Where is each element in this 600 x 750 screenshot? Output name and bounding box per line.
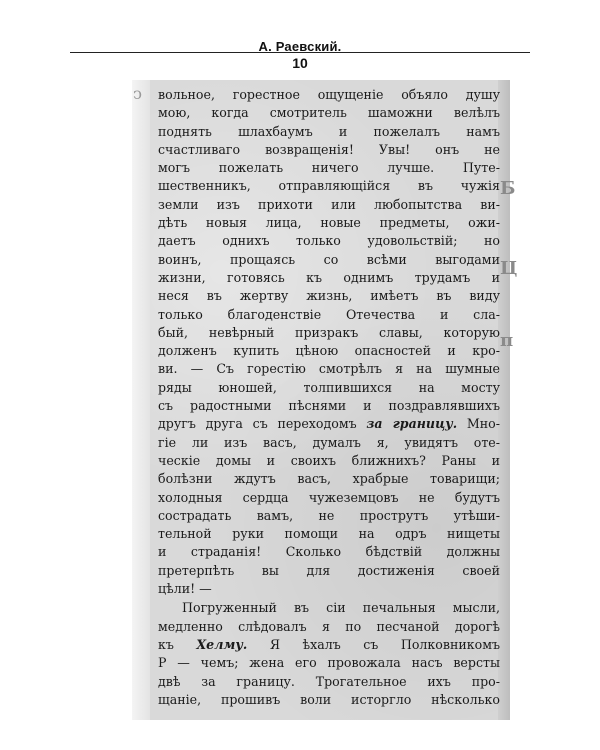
text-line: претерпѣть вы для достиженія своей [158,562,500,578]
text-line: ви. — Съ горестію смотрѣлъ я на шумные [158,361,500,377]
bleed-through-letter: Ц [500,258,518,279]
text-line: щаніе, прошивъ воли исторгло нѣсколько [158,691,500,707]
page-number: 10 [292,55,308,71]
text-line: земли изъ прихоти или любопытства ви- [158,196,500,212]
text-line: ряды юношей, толпившихся на мосту [158,379,500,395]
bleed-through-letter: п [500,330,514,351]
margin-mark: ↄ [133,84,142,103]
italic-phrase: за границу. [366,416,458,432]
running-head: А. Раевский. [258,39,342,54]
text-line: цѣли! — [158,581,212,597]
text-line [158,636,500,654]
text-line: могъ пожелать ничего лучше. Путе- [158,160,500,176]
text-line: сострадать вамъ, не прострутъ утѣши- [158,507,500,523]
text-line: поднять шлахбаумъ и пожелалъ намъ [158,123,500,139]
text-line [158,415,500,433]
text-line: Погруженный въ сіи печальныя мысли, [182,600,500,616]
text-line: неся въ жертву жизнь, имѣетъ въ виду [158,288,500,304]
text-line: только благоденствіе Отечества и сла- [158,306,500,322]
text-line: даетъ однихъ только удовольствій; но [158,233,500,249]
text-line: воинъ, прощаясь со всѣми выгодами [158,251,500,267]
text-line: Р — чемъ; жена его провожала насъ версты [158,655,500,671]
text-line: бый, невѣрный призракъ славы, которую [158,324,500,340]
text-line: ческіе домы и своихъ ближнихъ? Раны и [158,452,500,468]
text-line: долженъ купить цѣною опасностей и кро- [158,343,500,359]
text-line: болѣзни ждутъ васъ, храбрые товарищи; [158,471,500,487]
text-line: дѣть новыя лица, новые предметы, ожи- [158,215,500,231]
body-text [158,86,500,709]
text-segment: Я ѣхалъ съ Полковникомъ [247,636,500,652]
text-line: и страданія! Сколько бѣдствій должны [158,544,500,560]
text-segment: Мно- [457,416,500,432]
text-line: двѣ за границу. Трогательное ихъ про- [158,673,500,689]
header-divider [70,52,530,53]
scan-left-edge [132,80,152,720]
text-line: жизни, готовясь къ однимъ трудамъ и [158,269,500,285]
text-line: тельной руки помощи на одръ нищеты [158,526,500,542]
bleed-through-letter: Б [500,178,516,199]
text-line: шественникъ, отправляющійся въ чужія [158,178,500,194]
text-line: медленно слѣдовалъ я по песчаной дорогѣ [158,618,500,634]
text-segment: къ [158,636,197,652]
text-line: гіе ли изъ васъ, думалъ я, увидятъ оте- [158,434,500,450]
text-line: мою, когда смотритель шаможни велѣлъ [158,105,500,121]
text-segment: другъ друга съ переходомъ [158,416,367,432]
text-line: съ радостными пѣснями и поздравлявшихъ [158,398,500,414]
italic-phrase: Хелму. [196,636,248,652]
text-line: вольное, горестное ощущеніе объяло душу [158,87,500,102]
text-line: холодныя сердца чужеземцовъ не будутъ [158,489,500,505]
text-line: счастливаго возвращенія! Увы! онъ не [158,141,500,157]
